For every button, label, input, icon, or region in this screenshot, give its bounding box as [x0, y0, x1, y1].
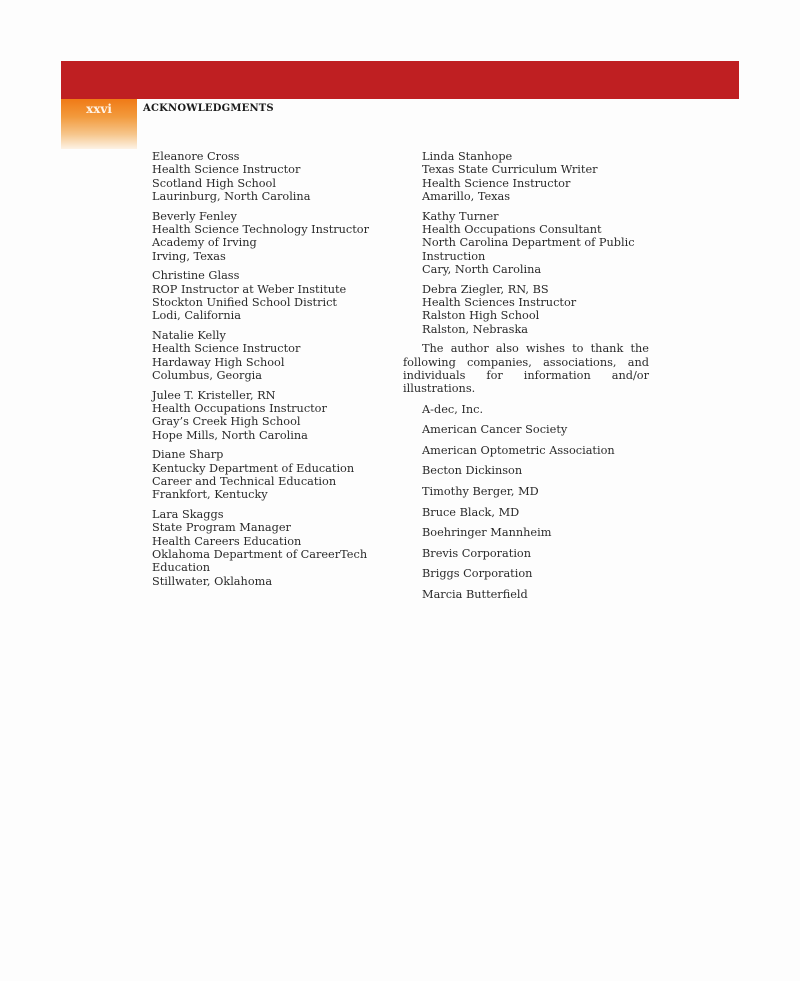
entry-line: North Carolina Department of Public — [422, 236, 635, 250]
credit-item: Marcia Butterfield — [422, 587, 528, 601]
entry-line: Scotland High School — [152, 176, 276, 190]
acknowledgment-entry — [403, 283, 649, 336]
entry-line: Lodi, California — [152, 309, 241, 323]
entry-line: Ralston High School — [422, 309, 540, 323]
acknowledgment-entry — [152, 210, 384, 263]
person-name: Linda Stanhope — [422, 150, 513, 163]
acknowledgment-entry — [152, 389, 384, 442]
entry-line: Cary, North Carolina — [422, 262, 542, 276]
company-list — [403, 403, 649, 602]
entry-line: Ralston, Nebraska — [422, 322, 529, 336]
acknowledgment-entry — [152, 269, 384, 322]
entry-line: Oklahoma Department of CareerTech — [152, 548, 368, 562]
entry-line: Health Occupations Instructor — [152, 402, 327, 416]
entry-line: Frankfort, Kentucky — [152, 488, 268, 502]
right-column — [403, 150, 649, 608]
entry-line: Education — [152, 561, 211, 575]
person-name: Debra Ziegler, RN, BS — [422, 282, 549, 296]
entry-line: Instruction — [422, 249, 486, 263]
acknowledgment-entry — [152, 150, 384, 203]
person-name: Eleanore Cross — [152, 150, 240, 163]
acknowledgment-entry — [152, 448, 384, 501]
acknowledgment-entry — [403, 210, 649, 276]
entry-line: Health Science Instructor — [422, 176, 571, 190]
person-name: Christine Glass — [152, 269, 240, 283]
entry-line: Hardaway High School — [152, 355, 285, 369]
person-name: Julee T. Kristeller, RN — [152, 388, 276, 402]
right-entries — [403, 150, 649, 336]
entry-line: State Program Manager — [152, 521, 291, 535]
entry-line: Health Science Technology Instructor — [152, 222, 369, 236]
entry-line: Columbus, Georgia — [152, 368, 263, 382]
entry-line: Stockton Unified School District — [152, 295, 337, 309]
entry-line: Health Occupations Consultant — [422, 222, 602, 236]
entry-line: ROP Instructor at Weber Institute — [152, 282, 347, 296]
header-bar — [61, 61, 739, 99]
left-column — [152, 150, 384, 594]
credit-item: Brevis Corporation — [422, 546, 532, 560]
person-name: Kathy Turner — [422, 209, 499, 223]
credit-item: Briggs Corporation — [422, 567, 533, 581]
person-name: Beverly Fenley — [152, 209, 237, 223]
running-head: ACKNOWLEDGMENTS — [143, 103, 274, 114]
credit-item: Bruce Black, MD — [422, 505, 520, 519]
entry-line: Texas State Curriculum Writer — [422, 163, 598, 177]
entry-line: Gray’s Creek High School — [152, 415, 301, 429]
entry-line: Stillwater, Oklahoma — [152, 574, 273, 588]
entry-line: Career and Technical Education — [152, 475, 337, 489]
entry-line: Hope Mills, North Carolina — [152, 428, 308, 442]
credit-item: American Cancer Society — [422, 423, 568, 437]
page-number: xxvi — [86, 102, 112, 116]
person-name: Natalie Kelly — [152, 329, 226, 343]
entry-line: Amarillo, Texas — [422, 189, 511, 203]
entry-line: Health Sciences Instructor — [422, 295, 577, 309]
acknowledgment-entry — [152, 508, 384, 588]
credit-item: Timothy Berger, MD — [422, 484, 539, 498]
entry-line: Health Science Instructor — [152, 342, 301, 356]
credit-item: American Optometric Association — [422, 443, 615, 457]
entry-line: Irving, Texas — [152, 249, 226, 263]
thanks-paragraph: The author also wishes to thank the following companies, associations, and individuals for information and/or illustrations. — [403, 342, 649, 396]
acknowledgment-entry — [152, 329, 384, 382]
entry-line: Health Careers Education — [152, 534, 302, 548]
person-name: Lara Skaggs — [152, 508, 224, 522]
entry-line: Laurinburg, North Carolina — [152, 189, 311, 203]
entry-line: Health Science Instructor — [152, 163, 301, 177]
person-name: Diane Sharp — [152, 448, 224, 462]
credit-item: Boehringer Mannheim — [422, 526, 552, 540]
entry-line: Kentucky Department of Education — [152, 461, 355, 475]
credit-item: A-dec, Inc. — [422, 402, 484, 416]
entry-line: Academy of Irving — [152, 236, 257, 250]
acknowledgment-entry — [403, 150, 649, 203]
credit-item: Becton Dickinson — [422, 464, 523, 478]
